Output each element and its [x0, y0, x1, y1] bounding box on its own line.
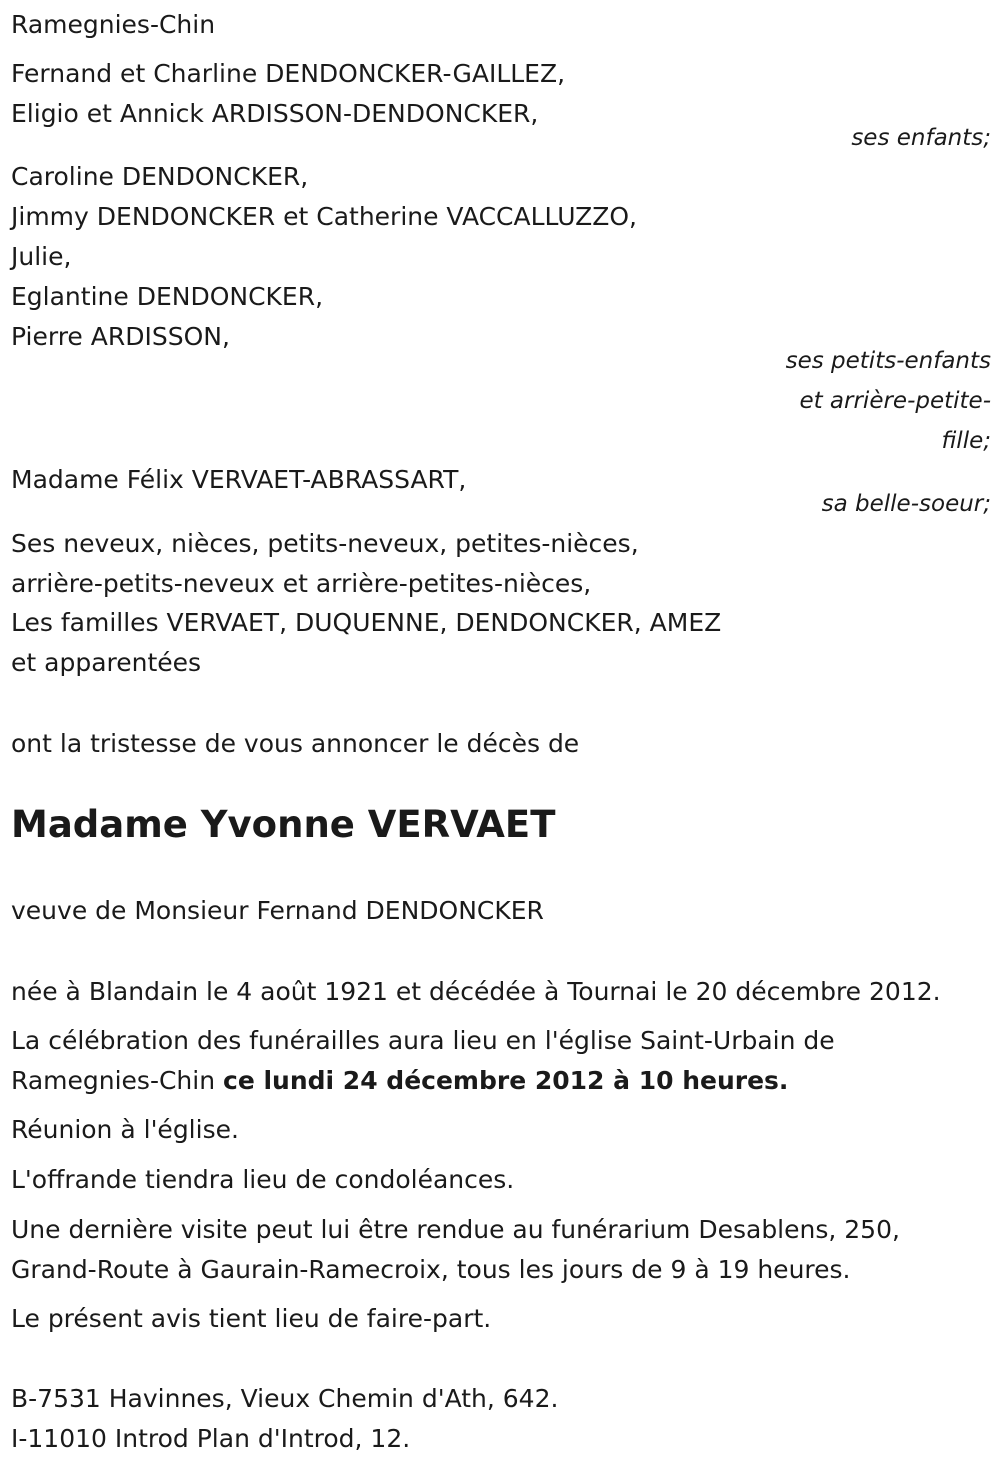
sister-in-law-role: sa belle-soeur; [821, 491, 991, 517]
grandchild-line-1: Caroline DENDONCKER, [11, 162, 309, 191]
children-role: ses enfants; [851, 125, 991, 151]
ceremony-date: ce lundi 24 décembre 2012 à 10 heures. [223, 1066, 789, 1095]
widow-of: veuve de Monsieur Fernand DENDONCKER [11, 896, 544, 925]
offering: L'offrande tiendra lieu de condoléances. [11, 1165, 515, 1194]
announcement: ont la tristesse de vous annoncer le décès de [11, 729, 580, 758]
ceremony-place: Ramegnies-Chin [11, 1066, 223, 1095]
relatives-line-4: et apparentées [11, 648, 202, 677]
header-place: Ramegnies-Chin [11, 10, 216, 39]
child-line-1: Fernand et Charline DENDONCKER-GAILLEZ, [11, 59, 566, 88]
grandchildren-role-line-2: et arrière-petite- [799, 388, 991, 414]
relatives-line-3: Les familles VERVAET, DUQUENNE, DENDONCKER, AMEZ [11, 608, 722, 637]
relatives-line-2: arrière-petits-neveux et arrière-petites-nièces, [11, 569, 592, 598]
meeting: Réunion à l'église. [11, 1115, 239, 1144]
grandchildren-role-line-3: fille; [941, 428, 991, 454]
sister-in-law-line: Madame Félix VERVAET-ABRASSART, [11, 465, 467, 494]
grandchild-line-4: Eglantine DENDONCKER, [11, 282, 324, 311]
notice: Le présent avis tient lieu de faire-part. [11, 1304, 492, 1333]
deceased-name: Madame Yvonne VERVAET [11, 803, 556, 846]
address-2: I-11010 Introd Plan d'Introd, 12. [11, 1424, 411, 1453]
grandchild-line-5: Pierre ARDISSON, [11, 322, 230, 351]
visit-line-1: Une dernière visite peut lui être rendue au funérarium Desablens, 250, [11, 1215, 900, 1244]
relatives-line-1: Ses neveux, nièces, petits-neveux, petites-nièces, [11, 529, 639, 558]
visit-line-2: Grand-Route à Gaurain-Ramecroix, tous les jours de 9 à 19 heures. [11, 1255, 851, 1284]
grandchild-line-2: Jimmy DENDONCKER et Catherine VACCALLUZZO, [11, 202, 637, 231]
child-line-2: Eligio et Annick ARDISSON-DENDONCKER, [11, 99, 539, 128]
ceremony-line-1: La célébration des funérailles aura lieu en l'église Saint-Urbain de [11, 1026, 835, 1055]
obituary-notice [11, 0, 991, 1473]
address-1: B-7531 Havinnes, Vieux Chemin d'Ath, 642. [11, 1384, 559, 1413]
ceremony-line-2 [11, 1066, 788, 1096]
grandchildren-role-line-1: ses petits-enfants [785, 348, 991, 374]
birth-death: née à Blandain le 4 août 1921 et décédée à Tournai le 20 décembre 2012. [11, 977, 941, 1006]
grandchild-line-3: Julie, [11, 242, 72, 271]
